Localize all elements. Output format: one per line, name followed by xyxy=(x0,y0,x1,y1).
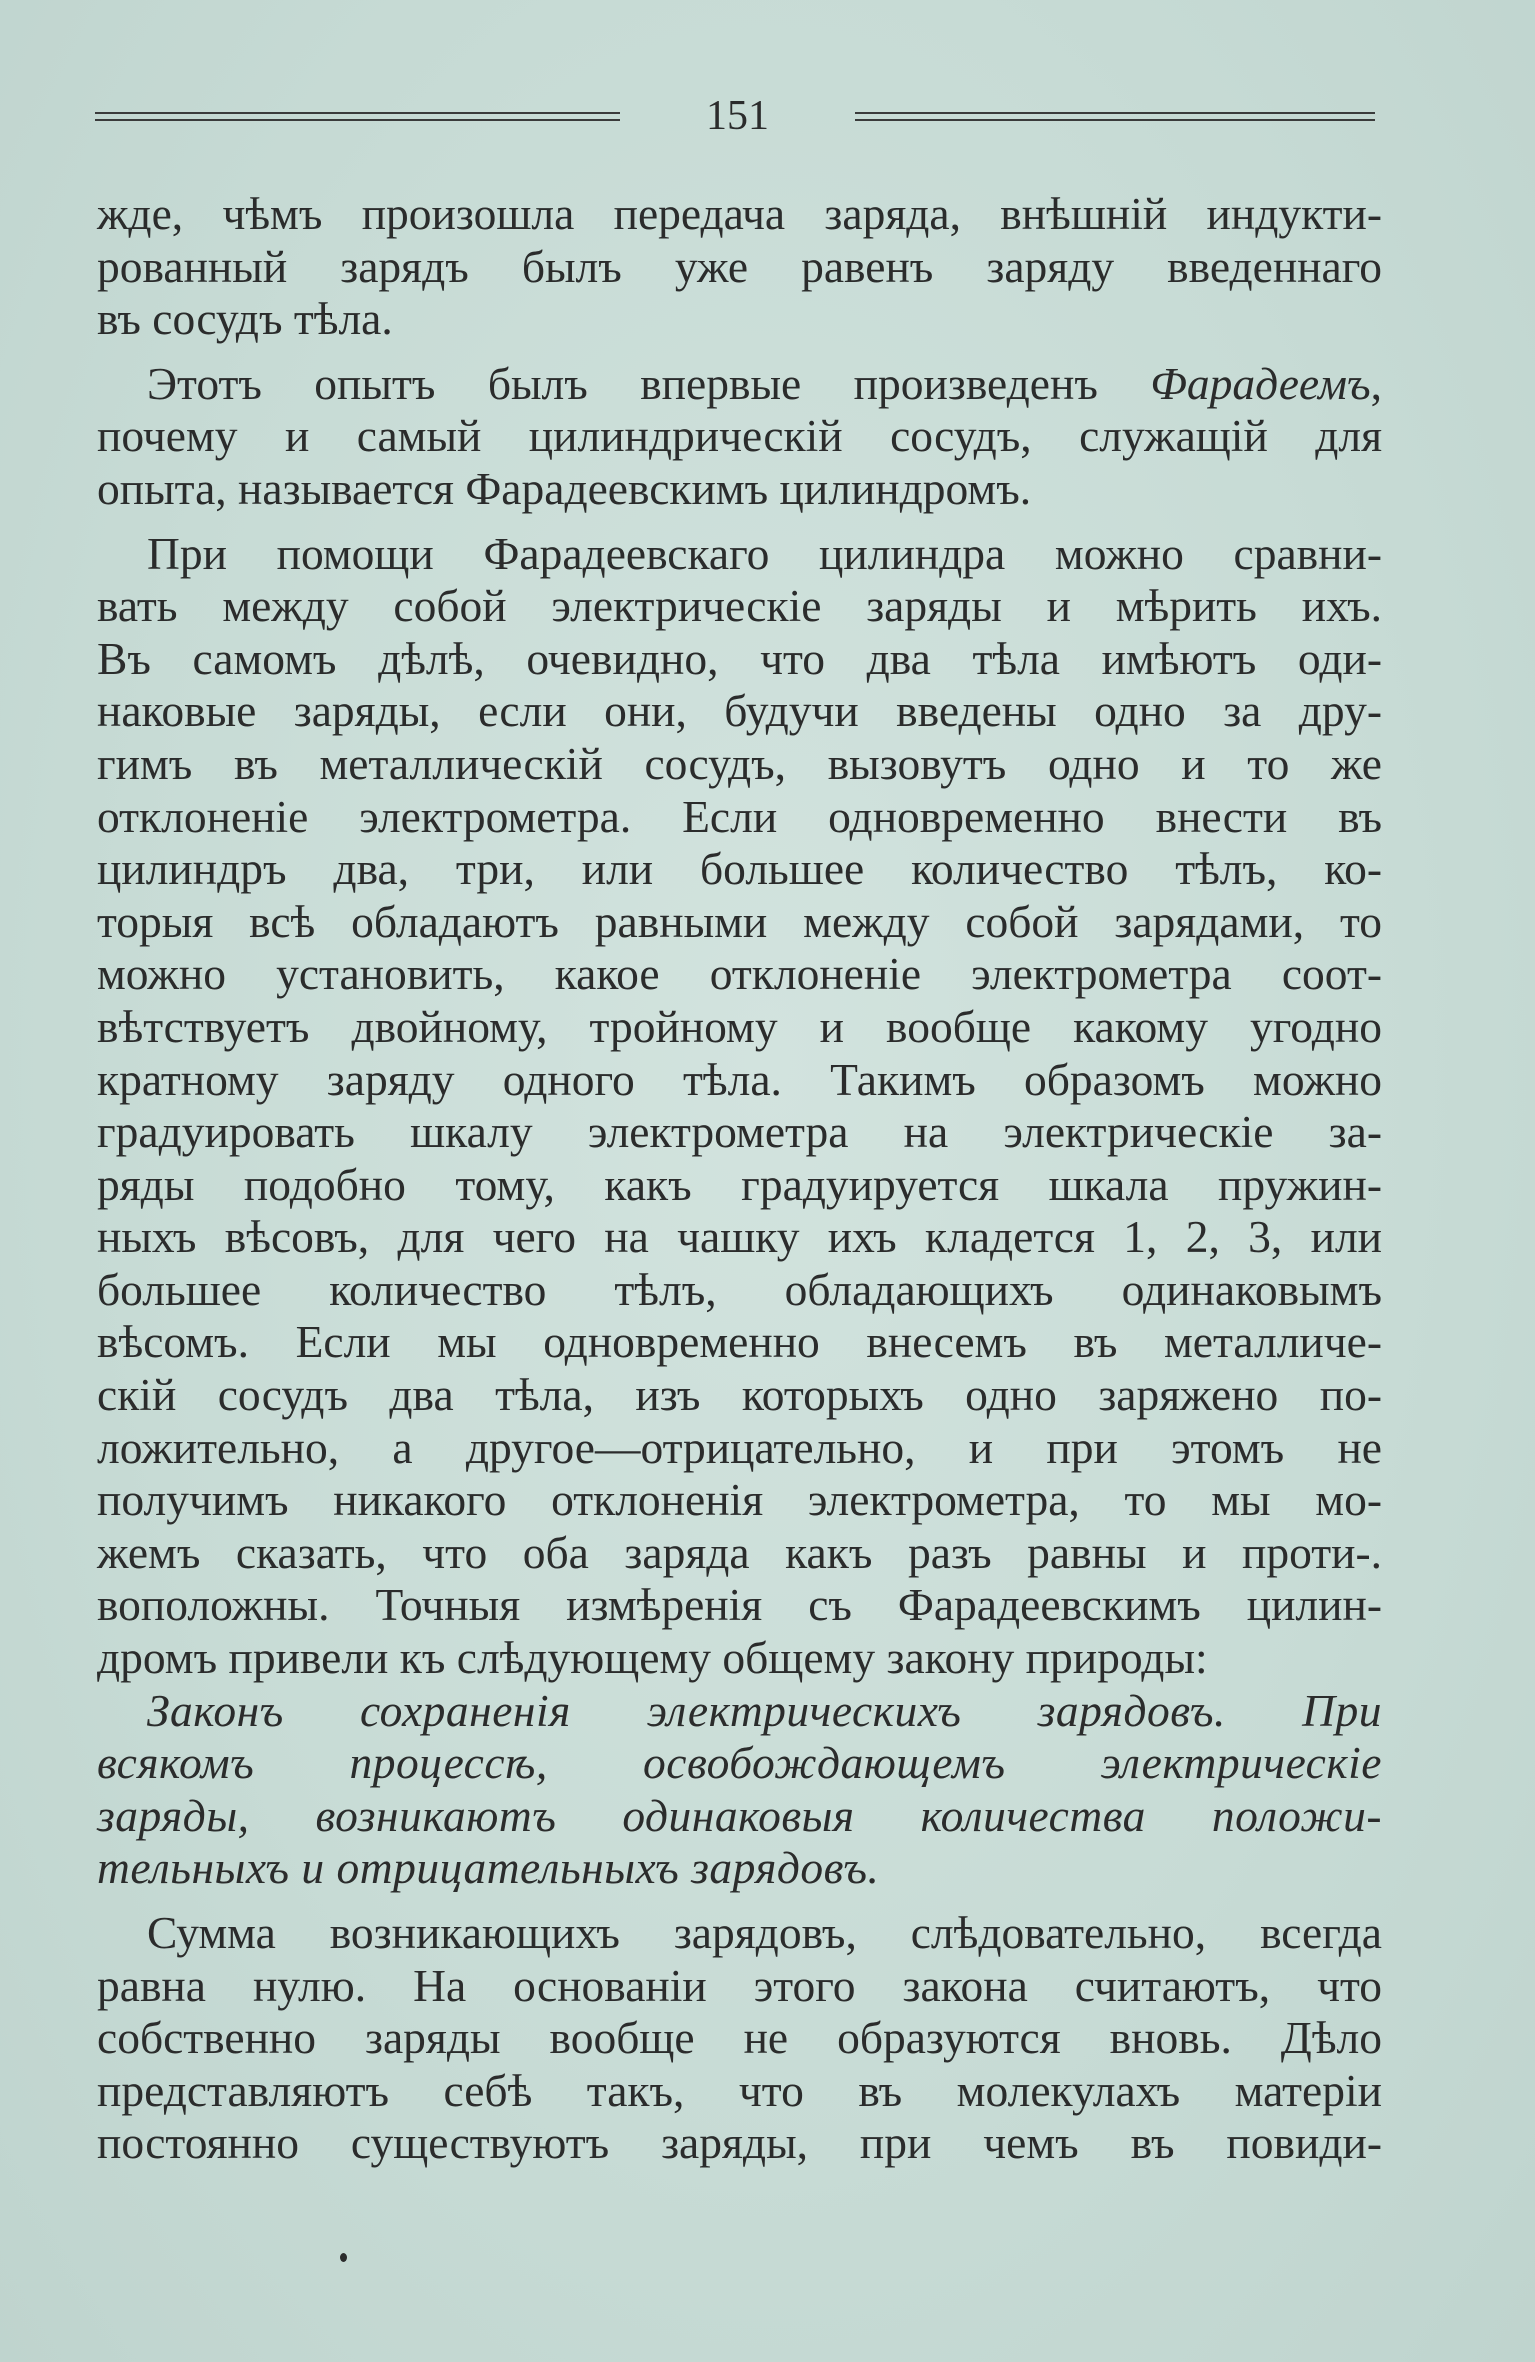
text-line: градуировать шкалу электрометра на электрическіе за- xyxy=(97,1106,1382,1158)
text-line: жде, чѣмъ произошла передача заряда, внѣшній индукти- xyxy=(97,188,1382,239)
italic-name-faraday: Фарадеемъ xyxy=(1150,357,1371,409)
text-line: опыта, называется Фарадеевскимъ цилиндромъ. xyxy=(97,462,1032,514)
paragraph-4 xyxy=(97,1907,1382,2170)
text-line: ряды подобно тому, какъ градуируется шкала пружин- xyxy=(97,1158,1382,1210)
text-line: собственно заряды вообще не образуются вновь. Дѣло xyxy=(97,2012,1382,2064)
page-number: 151 xyxy=(706,93,769,139)
text-line: Законъ сохраненія электрическихъ зарядовъ. При xyxy=(147,1684,1382,1736)
text-line: торыя всѣ обладаютъ равными между собой зарядами, то xyxy=(97,895,1382,947)
text-line: При помощи Фарадеевскаго цилиндра можно сравни- xyxy=(147,527,1382,579)
text-line: представляютъ себѣ такъ, что въ молекулахъ матеріи xyxy=(97,2064,1382,2116)
ink-speck xyxy=(340,2253,347,2262)
text-line: вѣсомъ. Если мы одновременно внесемъ въ металличе- xyxy=(97,1316,1382,1368)
text-line: постоянно существуютъ заряды, при чемъ въ повиди- xyxy=(97,2117,1382,2169)
text-line: жемъ сказать, что оба заряда какъ разъ равны и проти-. xyxy=(97,1526,1382,1578)
text-line: Сумма возникающихъ зарядовъ, слѣдовательно, всегда xyxy=(147,1907,1382,1958)
text-line: отклоненіе электрометра. Если одновременно внести въ xyxy=(97,790,1382,842)
text-line: почему и самый цилиндрическій сосудъ, служащій для xyxy=(97,410,1382,462)
text-line: рованный зарядъ былъ уже равенъ заряду введеннаго xyxy=(97,240,1382,292)
text-line: въ сосудъ тѣла. xyxy=(97,293,393,345)
text-fragment: Этотъ опытъ былъ впервые произведенъ xyxy=(147,357,1151,409)
text-line: заряды, возникаютъ одинаковыя количества положи- xyxy=(97,1789,1382,1841)
text-line: равна нулю. На основаніи этого закона считаютъ, что xyxy=(97,1959,1382,2011)
text-line: воположны. Точныя измѣренія съ Фарадеевскимъ цилин- xyxy=(97,1579,1382,1631)
header-rule-right xyxy=(855,112,1375,121)
text-line: вать между собой электрическіе заряды и мѣрить ихъ. xyxy=(97,580,1382,632)
text-line: вѣтствуетъ двойному, тройному и вообще какому угодно xyxy=(97,1000,1382,1052)
text-line: ложительно, а другое—отрицательно, и при этомъ не xyxy=(97,1421,1382,1473)
text-line: ныхъ вѣсовъ, для чего на чашку ихъ кладется 1, 2, 3, или xyxy=(97,1211,1382,1263)
paragraph-2 xyxy=(97,358,1382,516)
paragraph-1 xyxy=(97,188,1382,346)
text-line: дромъ привели къ слѣдующему общему закону природы: xyxy=(97,1632,1208,1684)
text-line: гимъ въ металлическій сосудъ, вызовутъ одно и то же xyxy=(97,737,1382,789)
text-line: наковые заряды, если они, будучи введены одно за дру- xyxy=(97,685,1382,737)
text-line: тельныхъ и отрицательныхъ зарядовъ. xyxy=(97,1842,880,1894)
header-rule-left xyxy=(95,112,620,121)
text-line: всякомъ процессѣ, освобождающемъ электрическіе xyxy=(97,1737,1382,1789)
text-line: можно установить, какое отклоненіе электрометра соот- xyxy=(97,948,1382,1000)
text-line: получимъ никакого отклоненія электрометра, то мы мо- xyxy=(97,1474,1382,1526)
page-header xyxy=(95,92,1375,140)
text-line: большее количество тѣлъ, обладающихъ одинаковымъ xyxy=(97,1263,1382,1315)
text-line: кратному заряду одного тѣла. Такимъ образомъ можно xyxy=(97,1053,1382,1105)
text-line: Въ самомъ дѣлѣ, очевидно, что два тѣла имѣютъ оди- xyxy=(97,632,1382,684)
law-statement xyxy=(97,1685,1382,1895)
paragraph-3 xyxy=(97,528,1382,1685)
text-line: скій сосудъ два тѣла, изъ которыхъ одно заряжено по- xyxy=(97,1369,1382,1421)
text-fragment: , xyxy=(1370,357,1382,409)
text-line: цилиндръ два, три, или большее количество тѣлъ, ко- xyxy=(97,843,1382,895)
body-text xyxy=(97,188,1382,2170)
text-line xyxy=(97,358,1382,411)
